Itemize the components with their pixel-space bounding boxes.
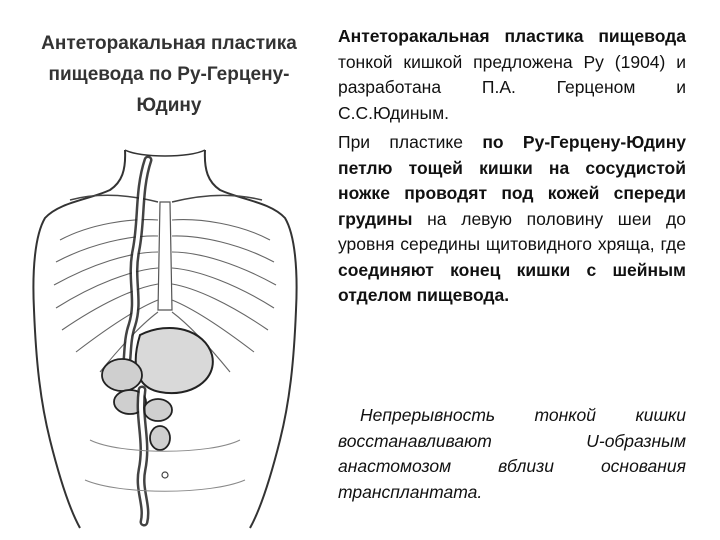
paragraph-2 bbox=[338, 130, 686, 309]
paragraph-2-part4: соединяют конец кишки с шейным отделом пищевода. bbox=[338, 259, 686, 305]
slide-title: Антеторакальная пластика пищевода по Ру-Герцену-Юдину bbox=[41, 33, 297, 116]
paragraph-1 bbox=[338, 24, 686, 126]
anatomical-torso-illustration bbox=[30, 140, 300, 530]
torso-drawing bbox=[30, 140, 300, 530]
paragraph-2-part3: на левую половину шеи до уровня середины щитовидного хряща, где bbox=[338, 208, 686, 254]
italic-note: Непрерывность тонкой кишки восстанавливают U-образным анастомозом вблизи основания трансплантата. bbox=[338, 405, 686, 502]
paragraph-1-bold: Антеторакальная пластика пищевода bbox=[338, 26, 686, 46]
paragraph-1-regular: тонкой кишкой предложена Ру (1904) и разработана П.А. Герценом и С.С.Юдиным. bbox=[338, 51, 686, 123]
main-text bbox=[338, 24, 686, 309]
paragraph-2-part1: При пластике bbox=[338, 132, 483, 152]
paragraph-2-part2: по Ру-Герцену-Юдину петлю тощей кишки на сосудистой ножке проводят под кожей спереди грудины bbox=[338, 132, 686, 229]
